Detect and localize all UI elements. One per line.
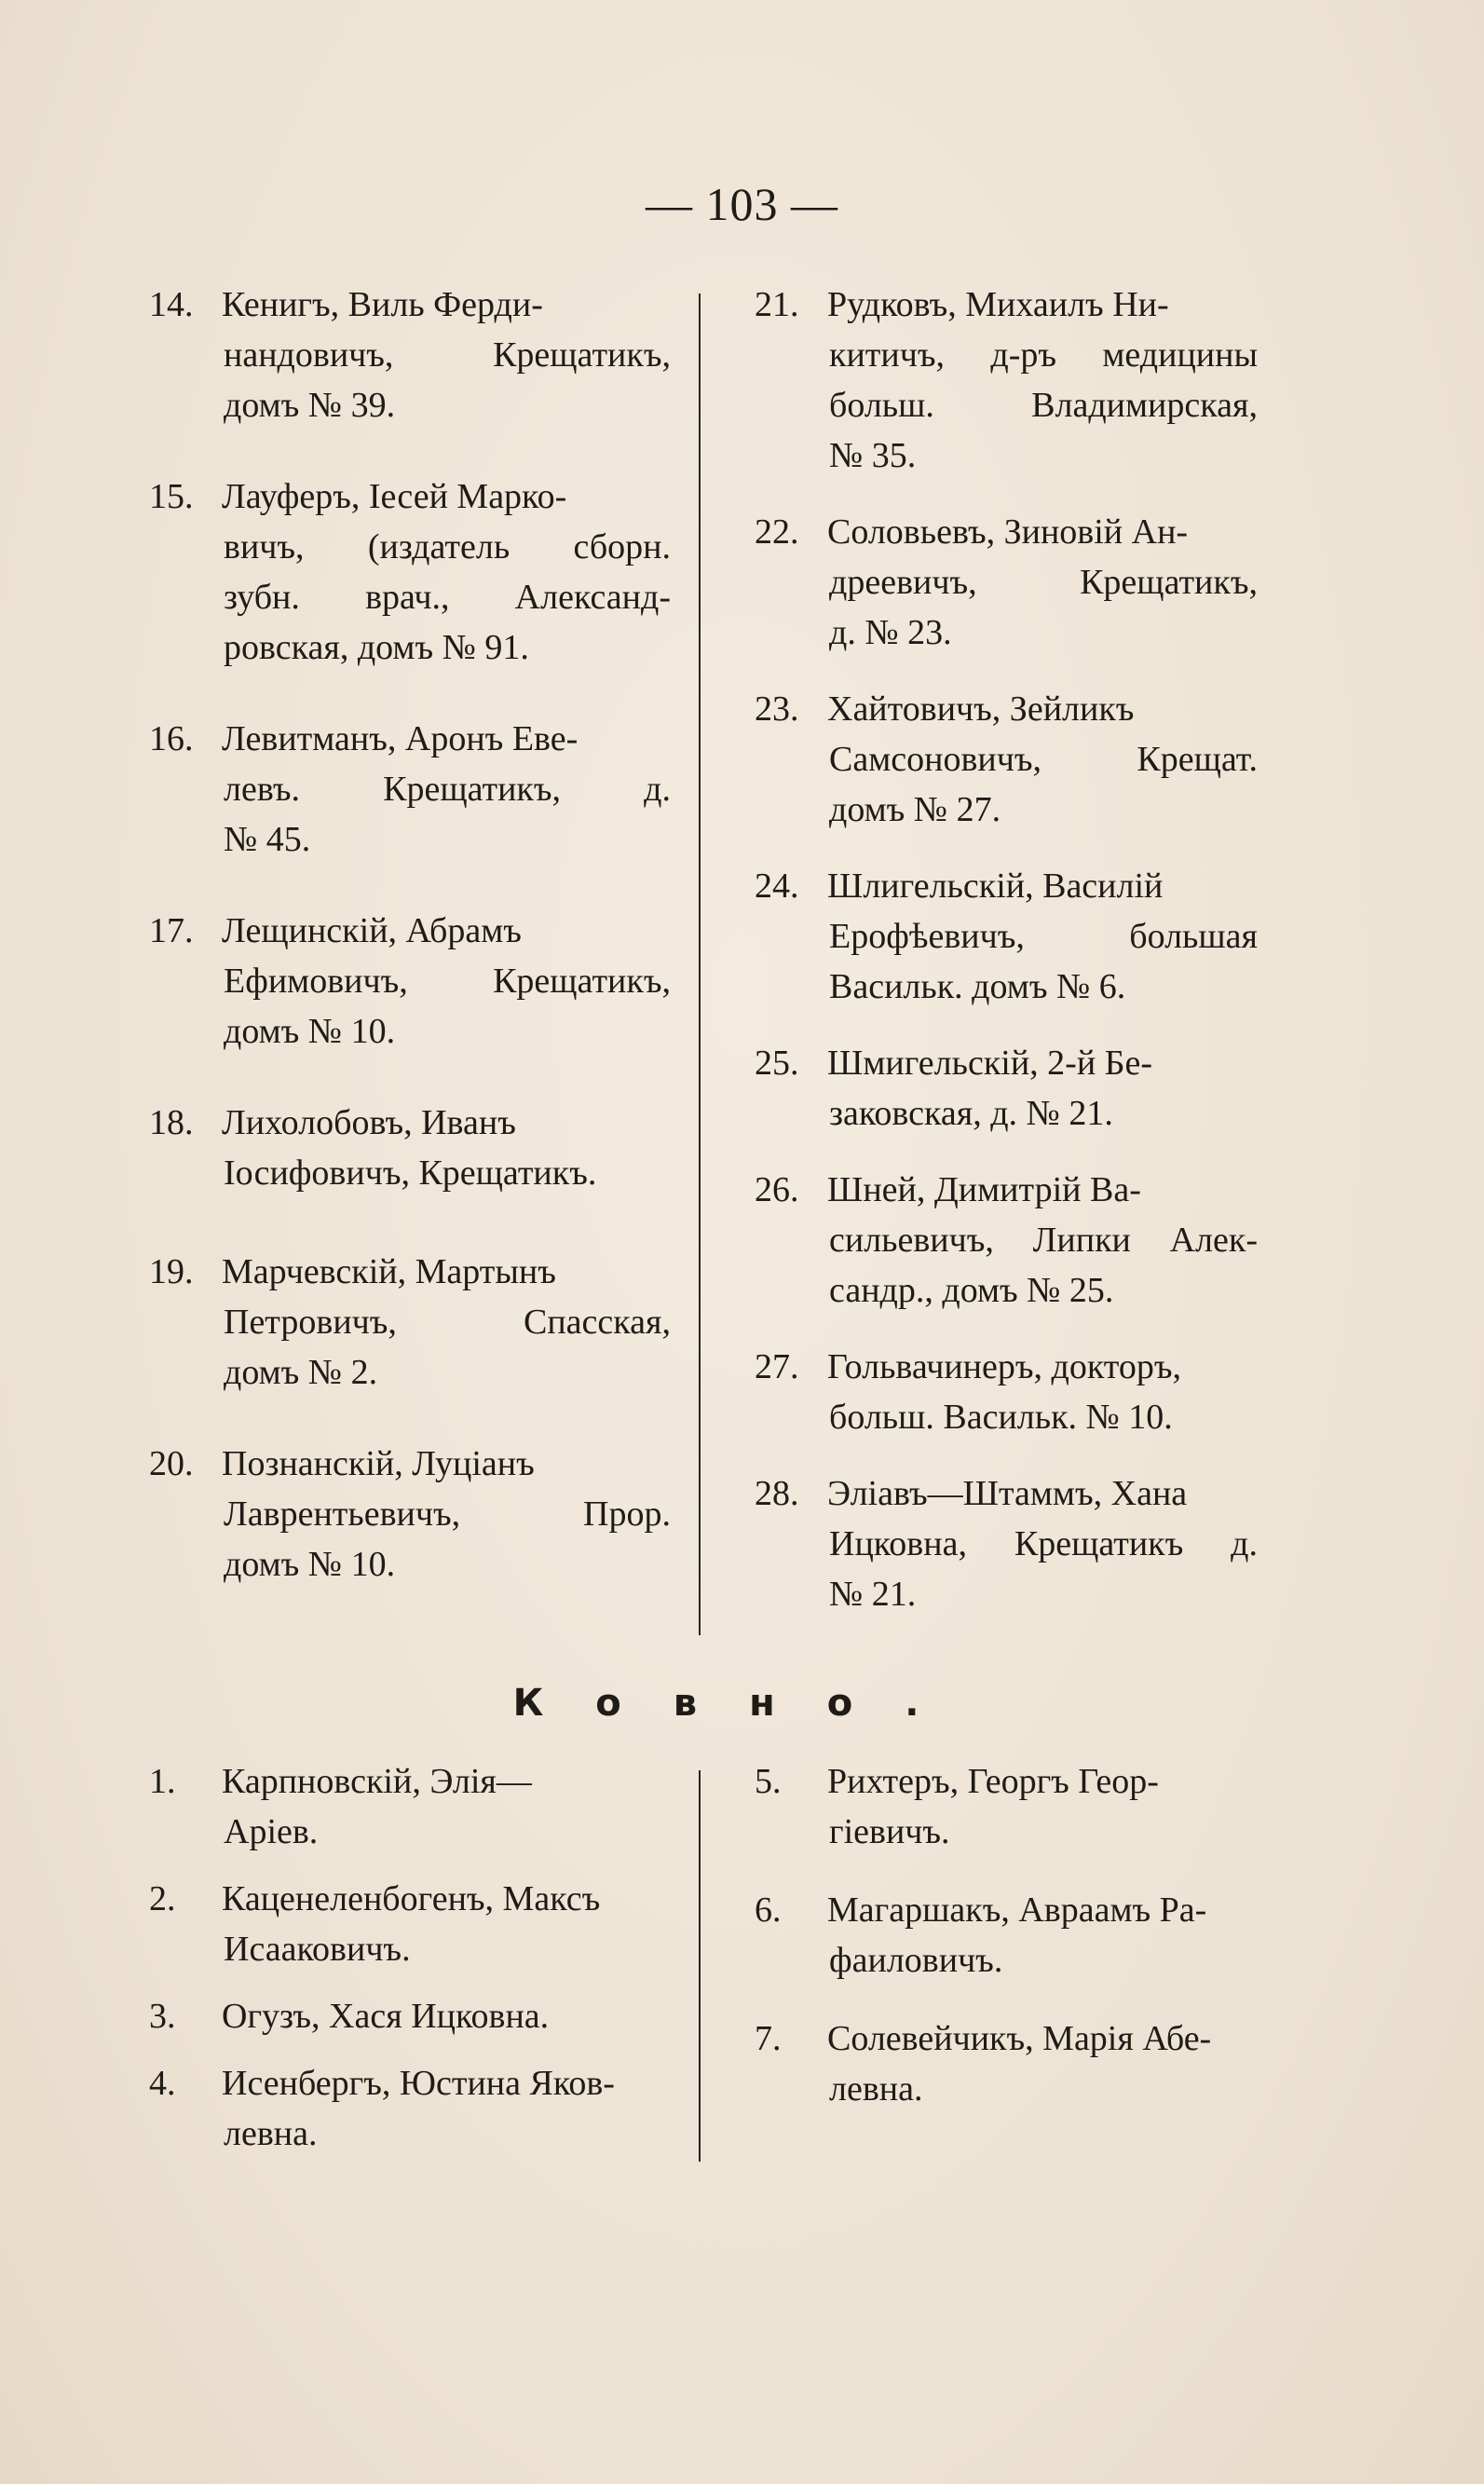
entry-26	[755, 1165, 1258, 1316]
entry-number: 16.	[149, 719, 194, 758]
entry-5	[755, 1756, 1258, 1857]
entry-line: ровская, домъ № 91.	[224, 628, 529, 667]
entry-line	[755, 507, 1258, 557]
entry-text: Лихолобовъ, Иванъ	[222, 1103, 516, 1142]
entry-text: Кенигъ, Виль Ферди-	[222, 285, 543, 324]
entry-line: Петровичъ, Спасская,	[224, 1303, 671, 1342]
entry-line: Самсоновичъ, Крещат.	[829, 740, 1258, 779]
entry-6	[755, 1885, 1258, 1986]
entry-line: № 45.	[224, 820, 311, 859]
entry-line	[149, 714, 671, 764]
entry-line: Аріев.	[224, 1812, 319, 1851]
entry-1	[149, 1756, 671, 1857]
entry-3	[149, 1991, 671, 2041]
column-divider	[699, 293, 701, 1635]
entry-line: № 35.	[829, 436, 917, 475]
entry-text: Эліавъ—Штаммъ, Хана	[827, 1474, 1188, 1513]
entry-line	[755, 1165, 1258, 1215]
entry-text: Соловьевъ, Зиновій Ан-	[827, 512, 1189, 552]
entry-text: Карпновскій, Элія—	[222, 1762, 532, 1801]
entry-number: 5.	[755, 1762, 782, 1801]
entry-number: 4.	[149, 2064, 176, 2103]
entry-line	[149, 1991, 671, 2041]
entry-line	[149, 1247, 671, 1297]
entry-line: домъ № 10.	[224, 1545, 396, 1584]
entry-line: Ерофѣевичъ, большая	[829, 917, 1258, 956]
entry-line	[149, 1756, 671, 1807]
entry-number: 17.	[149, 911, 194, 950]
entry-number: 20.	[149, 1444, 194, 1483]
entry-number: 14.	[149, 285, 194, 324]
entry-line: домъ № 10.	[224, 1012, 396, 1051]
entry-number: 7.	[755, 2019, 782, 2058]
entry-line: д. № 23.	[829, 613, 952, 652]
entry-number: 28.	[755, 1474, 799, 1513]
entry-23	[755, 684, 1258, 835]
entry-line	[755, 2013, 1258, 2064]
entry-line	[755, 684, 1258, 734]
kiev-left-column	[149, 280, 671, 1590]
entry-text: Солевейчикъ, Марія Абе-	[827, 2019, 1212, 2058]
entry-21	[755, 280, 1258, 481]
entry-line: Ефимовичъ, Крещатикъ,	[224, 962, 671, 1001]
entry-number: 24.	[755, 867, 799, 906]
entry-text: Рудковъ, Михаилъ Ни-	[827, 285, 1169, 324]
entry-19	[149, 1247, 671, 1398]
entry-28	[755, 1468, 1258, 1619]
entry-line	[149, 1439, 671, 1489]
entry-text: Марчевскій, Мартынъ	[222, 1252, 556, 1291]
entry-25	[755, 1038, 1258, 1139]
entry-line: нандовичъ, Крещатикъ,	[224, 335, 671, 375]
entry-7	[755, 2013, 1258, 2114]
kovno-right-column	[755, 1756, 1258, 2114]
entry-number: 15.	[149, 477, 194, 516]
entry-line	[755, 1342, 1258, 1392]
entry-line	[755, 1885, 1258, 1935]
entry-number: 19.	[149, 1252, 194, 1291]
entry-number: 23.	[755, 689, 799, 729]
entry-22	[755, 507, 1258, 658]
entry-line	[755, 1756, 1258, 1807]
page-number: — 103 —	[646, 178, 838, 230]
entry-line	[755, 861, 1258, 911]
entry-line: фаиловичъ.	[829, 1941, 1003, 1980]
entry-20	[149, 1439, 671, 1590]
entry-line	[149, 471, 671, 522]
entry-line: домъ № 2.	[224, 1353, 378, 1392]
entry-18	[149, 1098, 671, 1198]
entry-text: Шлигельскій, Василій	[827, 867, 1164, 906]
entry-number: 21.	[755, 285, 799, 324]
entry-line: Васильк. домъ № 6.	[829, 967, 1126, 1006]
entry-number: 25.	[755, 1044, 799, 1083]
entry-number: 22.	[755, 512, 799, 552]
entry-17	[149, 906, 671, 1057]
section-title-kovno: Ковно.	[512, 1682, 972, 1725]
entry-4	[149, 2058, 671, 2159]
entry-text: Огузъ, Хася Ицковна.	[222, 1997, 550, 2036]
entry-line	[149, 280, 671, 330]
entry-line: домъ № 39.	[224, 386, 396, 425]
entry-number: 6.	[755, 1890, 782, 1930]
entry-line: заковская, д. № 21.	[829, 1094, 1113, 1133]
entry-line: Исааковичъ.	[224, 1930, 411, 1969]
entry-number: 2.	[149, 1879, 176, 1918]
entry-number: 3.	[149, 1997, 176, 2036]
entry-15	[149, 471, 671, 673]
entry-text: Каценеленбогенъ, Максъ	[222, 1879, 601, 1918]
entry-text: Левитманъ, Аронъ Еве-	[222, 719, 579, 758]
entry-line: № 21.	[829, 1575, 917, 1614]
entry-line: вичъ, (издатель сборн.	[224, 527, 671, 566]
entry-line: больш. Владимирская,	[829, 386, 1258, 425]
entry-line: зубн. врач., Александ-	[224, 578, 671, 617]
entry-line: левна.	[224, 2114, 318, 2153]
entry-line: домъ № 27.	[829, 790, 1001, 829]
entry-line: Лаврентьевичъ, Прор.	[224, 1494, 671, 1534]
entry-number: 18.	[149, 1103, 194, 1142]
entry-line	[755, 1038, 1258, 1088]
entry-number: 26.	[755, 1170, 799, 1209]
entry-16	[149, 714, 671, 865]
entry-text: Шней, Димитрій Ва-	[827, 1170, 1141, 1209]
entry-line	[755, 280, 1258, 330]
entry-text: Исенбергъ, Юстина Яков-	[222, 2064, 615, 2103]
entry-line: дреевичъ, Крещатикъ,	[829, 563, 1258, 602]
entry-line: гіевичъ.	[829, 1812, 950, 1851]
entry-line: Іосифовичъ, Крещатикъ.	[224, 1153, 597, 1193]
kiev-right-column	[755, 280, 1258, 1619]
entry-text: Магаршакъ, Авраамъ Ра-	[827, 1890, 1207, 1930]
entry-line	[755, 1468, 1258, 1519]
entry-line: китичъ, д-ръ медицины	[829, 335, 1258, 375]
entry-text: Познанскій, Луціанъ	[222, 1444, 535, 1483]
entry-line: сандр., домъ № 25.	[829, 1271, 1114, 1310]
entry-text: Хайтовичъ, Зейликъ	[827, 689, 1135, 729]
entry-text: Гольвачинеръ, докторъ,	[827, 1347, 1182, 1386]
entry-2	[149, 1874, 671, 1974]
entry-line: левна.	[829, 2069, 923, 2109]
entry-line	[149, 2058, 671, 2109]
entry-27	[755, 1342, 1258, 1442]
entry-line	[149, 1098, 671, 1148]
entry-text: Рихтеръ, Георгъ Геор-	[827, 1762, 1159, 1801]
entry-line: Ицковна, Крещатикъ д.	[829, 1524, 1258, 1563]
entry-line: сильевичъ, Липки Алек-	[829, 1221, 1258, 1260]
entry-line	[149, 1874, 671, 1924]
entry-14	[149, 280, 671, 430]
entry-text: Лещинскій, Абрамъ	[222, 911, 522, 950]
entry-number: 27.	[755, 1347, 799, 1386]
entry-24	[755, 861, 1258, 1012]
entry-line	[149, 906, 671, 956]
entry-number: 1.	[149, 1762, 176, 1801]
entry-line: левъ. Крещатикъ, д.	[224, 770, 671, 809]
column-divider-lower	[699, 1770, 701, 2162]
entry-text: Лауферъ, Іесей Марко-	[222, 477, 567, 516]
kovno-left-column	[149, 1756, 671, 2159]
entry-text: Шмигельскій, 2-й Бе-	[827, 1044, 1153, 1083]
entry-line: больш. Васильк. № 10.	[829, 1398, 1173, 1437]
